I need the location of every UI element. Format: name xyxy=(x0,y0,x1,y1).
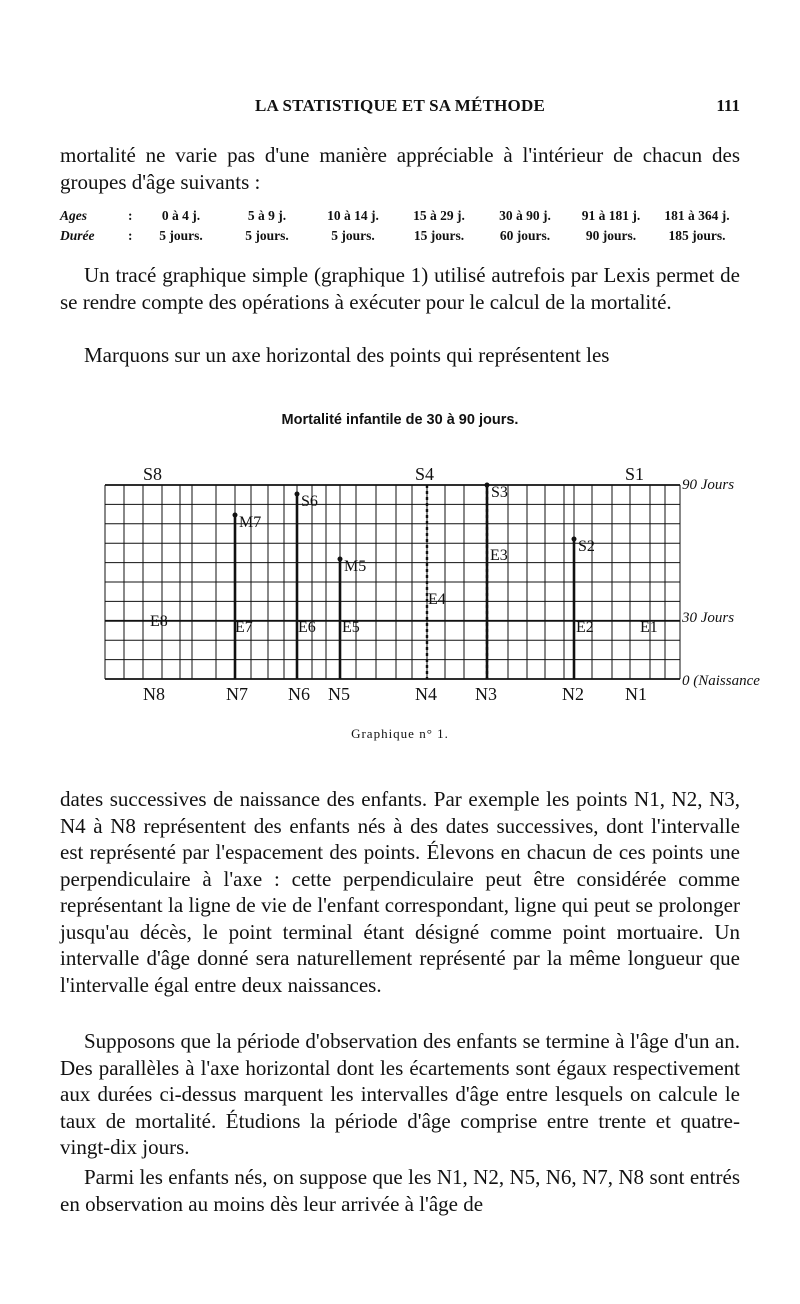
ages-colon: : xyxy=(128,208,133,223)
age-duration-table xyxy=(60,206,740,246)
entry-point-label: E8 xyxy=(150,613,168,630)
paragraph-2: Un tracé graphique simple (graphique 1) utilisé autrefois par Lexis permet de se rendre compte des opérations à exécuter pour le calcul de la mortalité. xyxy=(60,263,740,314)
point-marker xyxy=(295,492,300,497)
age-cell: 181 à 364 j. xyxy=(664,208,730,223)
duree-row xyxy=(60,226,740,246)
point-marker xyxy=(572,537,577,542)
birth-point-label: N7 xyxy=(226,684,248,704)
age-axis-label: 0 (Naissance xyxy=(682,673,760,689)
grid-lines xyxy=(105,485,680,679)
birth-point-label: N5 xyxy=(328,684,350,704)
birth-point-label: N8 xyxy=(143,684,165,704)
top-point-label: S4 xyxy=(415,464,435,484)
age-cell: 15 à 29 j. xyxy=(413,208,465,223)
entry-point-label: E4 xyxy=(428,591,446,608)
top-point-label: S8 xyxy=(143,464,163,484)
point-label: M7 xyxy=(239,514,262,531)
age-axis-label: 30 Jours xyxy=(682,610,735,626)
entry-point-label: E5 xyxy=(342,619,360,636)
point-label: S6 xyxy=(301,493,318,510)
page-header xyxy=(60,96,740,122)
paragraph-5: Supposons que la période d'observation des enfants se termine à l'âge d'un an. Des parallèles à l'axe horizontal dont les écartements sont égaux respectivement aux durées ci-dessus marquent les intervalles d'âge entre lesquels on calcule le taux de mortalité. Étudions la période d'âge comprise entre trente et quatre-vingt-dix jours. xyxy=(60,1029,740,1159)
page-number: 111 xyxy=(716,96,740,115)
running-title: LA STATISTIQUE ET SA MÉTHODE xyxy=(255,96,545,115)
entry-point-label: E2 xyxy=(576,619,594,636)
age-cell: 5 à 9 j. xyxy=(247,208,287,223)
paragraph-3: Marquons sur un axe horizontal des points qui représentent les xyxy=(84,343,610,367)
duree-cell: 90 jours. xyxy=(585,228,637,243)
age-cell: 91 à 181 j. xyxy=(581,208,641,223)
point-label: M5 xyxy=(344,558,367,575)
point-marker xyxy=(233,513,238,518)
top-point-label: S1 xyxy=(625,464,645,484)
birth-point-label: N4 xyxy=(415,684,437,704)
paragraph-4: dates successives de naissance des enfants. Par exemple les points N1, N2, N3, N4 à N8 représentent des enfants nés à des dates successives, dont l'intervalle est représenté par l'espacement des points. Élevons en chacun de ces points une perpendiculaire à l'axe : cette perpendiculaire peut être considérée comme représentant la ligne de vie de l'enfant correspondant, ligne qui peut se prolonger jusqu'au décès, le point terminal étant désigné comme point mortuaire. Un intervalle d'âge donné sera naturellement représenté par la même longueur que l'intervalle égal entre deux naissances. xyxy=(60,787,740,997)
birth-point-label: N1 xyxy=(625,684,647,704)
entry-point-label: E6 xyxy=(298,619,316,636)
entry-point-label: E1 xyxy=(640,619,658,636)
duree-label: Durée xyxy=(60,228,95,243)
age-cell: 30 à 90 j. xyxy=(499,208,551,223)
duree-cell: 15 jours. xyxy=(413,228,465,243)
birth-point-label: N2 xyxy=(562,684,584,704)
age-cell: 10 à 14 j. xyxy=(327,208,379,223)
lexis-diagram xyxy=(100,462,780,712)
ages-row xyxy=(60,206,740,226)
point-label: S3 xyxy=(491,484,508,501)
duree-cell: 5 jours. xyxy=(331,228,375,243)
point-label: S2 xyxy=(578,538,595,555)
paragraph-6: Parmi les enfants nés, on suppose que les N1, N2, N5, N6, N7, N8 sont entrés en observation au moins dès leur arrivée à l'âge de xyxy=(60,1165,740,1216)
duree-cell: 60 jours. xyxy=(499,228,551,243)
ages-label: Ages xyxy=(60,208,87,223)
duree-cell: 5 jours. xyxy=(245,228,289,243)
entry-point-label: E7 xyxy=(235,619,253,636)
paragraph-1: mortalité ne varie pas d'une manière appréciable à l'intérieur de chacun des groupes d'âge suivants : xyxy=(60,143,740,194)
figure-caption: Graphique n° 1. xyxy=(351,726,449,741)
birth-point-label: N6 xyxy=(288,684,310,704)
point-marker xyxy=(338,557,343,562)
birth-point-label: N3 xyxy=(475,684,497,704)
figure-title: Mortalité infantile de 30 à 90 jours. xyxy=(281,412,519,428)
duree-cell: 185 jours. xyxy=(668,228,726,243)
age-axis-label: 90 Jours xyxy=(682,477,735,493)
entry-point-label: E3 xyxy=(490,547,508,564)
duree-colon: : xyxy=(128,228,133,243)
age-cell: 0 à 4 j. xyxy=(161,208,201,223)
duree-cell: 5 jours. xyxy=(159,228,203,243)
